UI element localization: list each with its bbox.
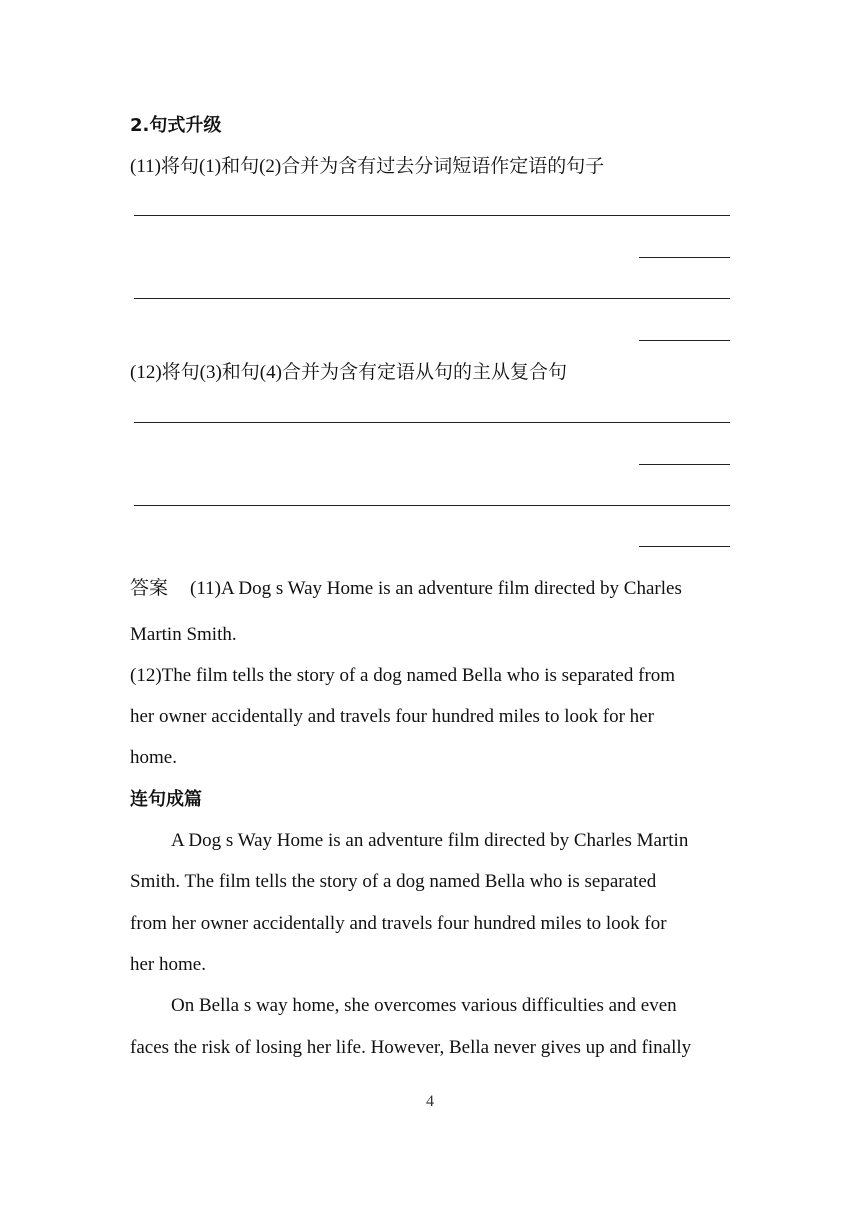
passage-p1-line-4: her home. <box>130 954 206 975</box>
answer-11-line-2: Martin Smith. <box>130 624 237 645</box>
section-heading-combine-passage: 连句成篇 <box>130 789 202 810</box>
answer-11-line-1 <box>130 576 682 601</box>
passage-p1-line-1: A Dog s Way Home is an adventure film directed by Charles Martin <box>171 830 689 851</box>
answer-11-text: (11)A Dog s Way Home is an adventure film directed by Charles <box>190 578 682 599</box>
answer-12-line-1: (12)The film tells the story of a dog named Bella who is separated from <box>130 665 676 686</box>
question-12-prompt: (12)将句(3)和句(4)合并为含有定语从句的主从复合句 <box>130 362 567 383</box>
passage-p2-line-1: On Bella s way home, she overcomes various difficulties and even <box>171 995 677 1016</box>
answer-line-12a[interactable] <box>134 422 730 423</box>
passage-p2-line-2: faces the risk of losing her life. However, Bella never gives up and finally <box>130 1037 692 1058</box>
answer-line-11c[interactable] <box>134 298 730 299</box>
answer-line-11d[interactable] <box>639 340 730 341</box>
answer-line-11b[interactable] <box>639 257 730 258</box>
answer-line-12b[interactable] <box>639 464 730 465</box>
section-heading-sentence-upgrade: 2.句式升级 <box>130 115 222 136</box>
answer-12-line-3: home. <box>130 747 177 768</box>
question-11-prompt: (11)将句(1)和句(2)合并为含有过去分词短语作定语的句子 <box>130 156 605 177</box>
answer-12-line-2: her owner accidentally and travels four hundred miles to look for her <box>130 706 654 727</box>
passage-p1-line-2: Smith. The film tells the story of a dog named Bella who is separated <box>130 871 657 892</box>
answer-label: 答案 <box>130 577 169 599</box>
answer-line-11a[interactable] <box>134 215 730 216</box>
passage-p1-line-3: from her owner accidentally and travels four hundred miles to look for <box>130 913 667 934</box>
page-number: 4 <box>426 1093 434 1110</box>
answer-line-12c[interactable] <box>134 505 730 506</box>
answer-line-12d[interactable] <box>639 546 730 547</box>
